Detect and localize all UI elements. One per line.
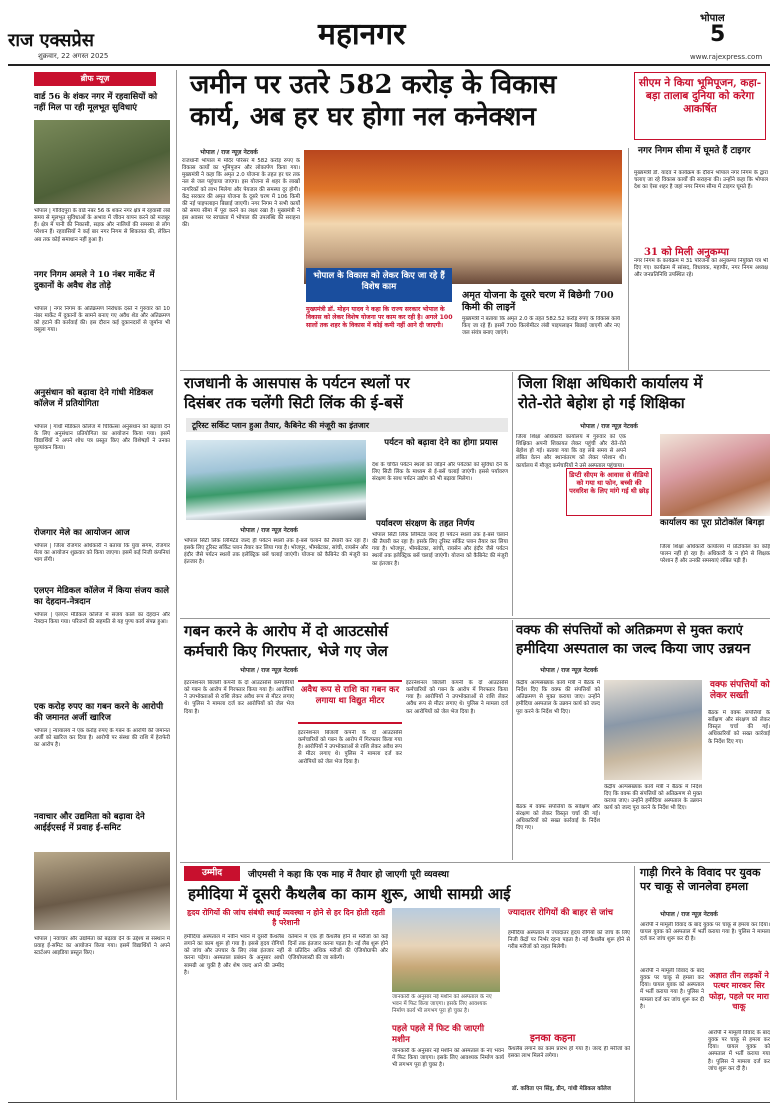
lead-headline-line2: कार्य, अब हर घर होगा नल कनेक्शन <box>190 101 536 132</box>
brief-title: रोजगार मेले का आयोजन आज <box>34 528 130 538</box>
row1-rule <box>180 370 770 371</box>
brief-title: वार्ड 56 के शंकर नगर में रहवासियों को नहीं मिल पा रही मूलभूत सुविधाएं <box>34 92 158 113</box>
teacher-box <box>566 468 652 516</box>
cathlab-strap: जीएमसी ने कहा कि एक माह में तैयार हो जाएगी पूरी व्यवस्था <box>248 870 449 880</box>
gaban-headline <box>184 622 506 661</box>
gaban-headline-line1: गबन करने के आरोप में दो आउटसोर्स <box>184 622 389 640</box>
lead-promo-box <box>634 72 766 140</box>
cathlab-quote: कैथलैब लगाने का काम प्रारंभ हो गया है। जल्द ही मरीजों को इसका लाभ मिलने लगेगा। <box>508 1046 630 1060</box>
edition-date: शुक्रवार, 22 अगस्त 2025 <box>38 52 109 60</box>
brief-photo-2 <box>34 852 170 930</box>
ebus-strap <box>186 418 508 432</box>
teacher-headline-line1: जिला शिक्षा अधिकारी कार्यालय में <box>518 374 703 392</box>
lead-byline: भोपाल / राज न्यूज़ नेटवर्क <box>200 149 258 156</box>
waqf-photo <box>604 680 702 780</box>
cathlab-body3: जानकारी के अनुसार नई मशीन को अस्पताल के नए भवन में फिट किया जाएगा। इसके लिए आवश्यक निर्माण कार्य भी लगभग पूरा हो चुका है। <box>392 1048 504 1069</box>
attack-body-2: आरोपी ने मामूली विवाद के बाद युवक पर चाकू से हमला कर दिया। घायल युवक को अस्पताल में भर्ती कराया गया है। पुलिस ने मामला दर्ज कर जांच शुरू कर दी है। <box>640 968 704 1010</box>
brief-item-1 <box>34 92 170 113</box>
teacher-photo <box>660 434 770 516</box>
brief-item-3 <box>34 388 170 409</box>
ebus-photo <box>186 440 366 520</box>
ebus-box-head: पर्यटन को बढ़ावा देने का होगा प्रयास <box>384 438 498 448</box>
row3-rule <box>180 862 770 863</box>
masthead <box>0 0 778 66</box>
cathlab-kicker-text: उम्मीद <box>201 868 223 878</box>
gaban-body: इंटरनेशनल बिजली कंपनी के दो आउटसोर्स कर्मचारियों को गबन के आरोप में गिरफ्तार किया गया है। आरोपियों ने उपभोक्ताओं से राशि लेकर अवैध रूप से मीटर लगाए थे। पुलिस ने मामला दर्ज कर आरोपियों को जेल भेज दिया है। <box>184 680 294 715</box>
bottom-rule <box>8 1102 770 1103</box>
left-column-rule <box>176 70 177 1100</box>
waqf-body-2: केंद्रीय अल्पसंख्यक कार्य मंत्री ने बैठक में निर्देश दिए कि वक्फ की संपत्तियों को अतिक्रमण से मुक्त कराया जाए। उन्होंने हमीदिया अस्पताल के उन्नयन कार्य को जल्द पूरा करने के निर्देश भी दिए। <box>604 784 702 812</box>
ebus-headline <box>184 374 506 413</box>
brief-item-5 <box>34 586 170 607</box>
cathlab-sub2: पहले पहले में फिट की जाएगी मशीन <box>392 1024 485 1045</box>
brief-photo-1 <box>34 120 170 204</box>
teacher-box-text: डिप्टी सीएम के आवास से वीडियो को गया था फोन, बच्ची की परवरिश के लिए मांगे गई थी छोड़ <box>569 471 649 496</box>
brief-body: भोपाल | एलएन मेडिकल कॉलेज में संजय काले का देहदान और नेत्रदान किया गया। परिजनों की सहमति से यह पुण्य कार्य संपन्न हुआ। <box>34 612 170 626</box>
waqf-headline-line1: वक्फ की संपत्तियों को अतिक्रमण से मुक्त कराएं <box>516 623 743 638</box>
waqf-body-3: बैठक में वक्फ संपत्तियों के सर्वेक्षण और संरक्षण को लेकर विस्तृत चर्चा की गई। अधिकारियों को सख्त कार्रवाई के निर्देश दिए गए। <box>516 804 600 832</box>
lead-photo <box>304 150 622 284</box>
lead-headline-line1: जमीन पर उतरे 582 करोड़ के विकास <box>190 70 557 100</box>
gaban-headline-line2: कर्मचारी किए गिरफ्तार, भेजे गए जेल <box>184 641 388 660</box>
cathlab-sub3: ज्यादातर रोगियों की बाहर से जांच <box>508 908 614 918</box>
ebus-strap-text: टूरिस्ट सर्किट प्लान हुआ तैयार, कैबिनेट की मंजूरी का इंतजार <box>192 420 370 430</box>
row3-mid-rule <box>512 620 513 860</box>
row4-mid-rule <box>634 866 635 1102</box>
lead-box-title: भोपाल के विकास को लेकर किए जा रहे हैं विशेष काम <box>313 271 445 292</box>
cathlab-body2: वर्तमान में एक ही कैथलैब होने से मरीजों को कई दिनों तक इंतजार करना पड़ता है। नई लैब शुरू होने से प्रतिदिन अधिक मरीजों की एंजियोग्राफी और एंजियोप्लास्टी की जा सकेगी। <box>288 934 388 962</box>
section-title: महानगर <box>318 17 406 52</box>
lead-body: राजधानी भोपाल में मंदिर परिसर में 582 करोड़ रुपए के विकास कार्यों का भूमिपूजन और लोकार्पण किया गया। मुख्यमंत्री ने कहा कि अमृत 2.0 योजना के तहत हर घर तक नल से जल पहुंचाया जाएगा। इस योजना से शहर के लाखों नागरिकों को लाभ मिलेगा और पेयजल की समस्या दूर होगी। केंद्र सरकार की अमृत योजना के दूसरे चरण में 106 किमी की नई पाइपलाइन बिछाई जाएगी। नगर निगम ने सभी कार्यों को समय सीमा में पूरा करने का लक्ष्य रखा है। मुख्यमंत्री ने इस अवसर पर स्वच्छता में भोपाल की उपलब्धि की सराहना की। <box>182 158 300 229</box>
teacher-headline-line2: रोते-रोते बेहोश हो गई शिक्षिका <box>518 393 685 412</box>
lead-sub-head: अमृत योजना के दूसरे चरण में बिछेगी 700 किमी की लाइनें <box>462 290 614 313</box>
tiger-story-body: मुख्यमंत्री डॉ. यादव ने कार्यक्रम के दौरान भोपाल नगर निगम के द्वारा चलाए जा रहे विकास कार्यों की सराहना की। उन्होंने कहा कि भोपाल देश का ऐसा शहर है जहां नगर निगम सीमा में टाइगर घूमते हैं। <box>634 170 768 191</box>
cathlab-sub4: इनका कहना <box>530 1033 576 1044</box>
brief-header <box>34 72 156 86</box>
lead-promo-text: सीएम ने किया भूमिपूजन, कहा-बड़ा तालाब दुनिया को करेगा आकर्षित <box>638 77 762 116</box>
cathlab-headline: हमीदिया में दूसरी कैथलैब का काम शुरू, आधी सामग्री आई <box>188 885 511 903</box>
waqf-headline <box>516 622 772 658</box>
city-name: भोपाल <box>700 13 725 24</box>
ebus-headline-line2: दिसंबर तक चलेंगी सिटी लिंक की ई-बसें <box>184 393 403 412</box>
gaban-pull-quote <box>298 680 402 724</box>
cathlab-body4: हमीदिया अस्पताल में ज्यादातर हृदय रोगियों को जांच के लिए निजी केंद्रों पर निर्भर रहना पड़ता है। नई कैथलैब शुरू होने से गरीब मरीजों को राहत मिलेगी। <box>508 930 630 951</box>
lead-box <box>306 268 452 302</box>
ebus-side-body: देश के चर्चित पर्यटन स्थलों को जोड़ने और पर्यटकों को सुविधा देने के लिए सिटी लिंक के माध्यम से ई-बसें चलाई जाएंगी। इससे पर्यावरण संरक्षण के साथ पर्यटन उद्योग को भी बढ़ावा मिलेगा। <box>372 462 508 483</box>
brief-item-2 <box>34 270 170 291</box>
lead-headline <box>190 70 630 133</box>
waqf-body: केंद्रीय अल्पसंख्यक कार्य मंत्री ने बैठक में निर्देश दिए कि वक्फ की संपत्तियों को अतिक्रमण से मुक्त कराया जाए। उन्होंने हमीदिया अस्पताल के उन्नयन कार्य को जल्द पूरा करने के निर्देश भी दिए। <box>516 680 600 715</box>
brief-title: एक करोड़ रुपए का गबन करने के आरोपी की जमानत अर्जी खारिज <box>34 702 164 723</box>
row2-rule <box>180 618 770 619</box>
anukampa-story-title: 31 को मिली अनुकम्पा <box>644 247 729 258</box>
brief-header-label: ब्रीफ न्यूज़ <box>80 74 110 83</box>
brief-title: एलएन मेडिकल कॉलेज में किया संजय काले का देहदान-नेत्रदान <box>34 586 169 607</box>
brief-title: अनुसंधान को बढ़ावा देने गांधी मेडिकल कॉलेज में प्रतियोगिता <box>34 388 154 409</box>
lead-right-rule <box>628 148 629 370</box>
teacher-caption-head: कार्यालय का पूरा प्रोटोकॉल बिगड़ा <box>660 518 765 528</box>
gaban-body-2: इंटरनेशनल बिजली कंपनी के दो आउटसोर्स कर्मचारियों को गबन के आरोप में गिरफ्तार किया गया है। आरोपियों ने उपभोक्ताओं से राशि लेकर अवैध रूप से मीटर लगाए थे। पुलिस ने मामला दर्ज कर आरोपियों को जेल भेज दिया है। <box>298 730 402 765</box>
cathlab-kicker <box>184 866 240 881</box>
brief-body: भोपाल | जिला रोजगार अधिकारी ने बताया कि युवा संगम, रोजगार मेला का आयोजन शुक्रवार को किया जाएगा। इसमें कई निजी कंपनियां भाग लेंगी। <box>34 543 170 564</box>
masthead-rule <box>8 64 770 66</box>
waqf-side-body: बैठक में वक्फ संपत्तियों के सर्वेक्षण और संरक्षण को लेकर विस्तृत चर्चा की गई। अधिकारियों को सख्त कार्रवाई के निर्देश दिए गए। <box>708 710 770 745</box>
waqf-side-head: वक्फ संपत्तियों को लेकर सख्ती <box>710 680 770 702</box>
teacher-headline <box>518 374 770 413</box>
row2-mid-rule <box>512 372 513 616</box>
page-number: 5 <box>710 22 726 47</box>
cathlab-photo-caption: जानकारी के अनुसार नई मशीन को अस्पताल के नए भवन में फिट किया जाएगा। इसके लिए आवश्यक निर्माण कार्य भी लगभग पूरा हो चुका है। <box>392 994 492 1015</box>
lead-sub-body: मुख्यमंत्री ने बताया कि अमृत 2.0 के तहत 582.52 करोड़ रुपए के विकास कार्य किए जा रहे हैं। इसमें 700 किलोमीटर लंबी पाइपलाइन बिछाई जाएगी और नए जल संयंत्र बनाए जाएंगे। <box>462 316 620 337</box>
paper-name: राज एक्सप्रेस <box>8 30 94 51</box>
brief-body: भोपाल | नगर निगम के अतिक्रमण निरोधक दस्ते ने गुरुवार को 10 नंबर मार्केट में दुकानों के सामने बनाए गए अवैध शेड और अतिक्रमण को हटाने की कार्रवाई की। इस दौरान कई दुकानदारों से जुर्माना भी वसूला गया। <box>34 306 170 334</box>
attack-pull-quote: अज्ञात तीन लड़कों ने पत्थर मारकर सिर फोड़ा, पहले पर मारा चाकू <box>709 970 769 1012</box>
cathlab-body1: हमीदिया अस्पताल में नवीन भवन में दूसरी कैथलैब लगाने का काम शुरू हो गया है। इससे हृदय रोगियों को जांच और उपचार के लिए लंबा इंतजार नहीं करना पड़ेगा। अस्पताल प्रबंधन के अनुसार आधी सामग्री आ चुकी है और शेष जल्द आने की उम्मीद है। <box>184 934 284 976</box>
teacher-byline: भोपाल / राज न्यूज़ नेटवर्क <box>580 423 638 430</box>
attack-body: आरोपी ने मामूली विवाद के बाद युवक पर चाकू से हमला कर दिया। घायल युवक को अस्पताल में भर्ती कराया गया है। पुलिस ने मामला दर्ज कर जांच शुरू कर दी है। <box>640 922 770 943</box>
gaban-body-3: इंटरनेशनल बिजली कंपनी के दो आउटसोर्स कर्मचारियों को गबन के आरोप में गिरफ्तार किया गया है। आरोपियों ने उपभोक्ताओं से राशि लेकर अवैध रूप से मीटर लगाए थे। पुलिस ने मामला दर्ज कर आरोपियों को जेल भेज दिया है। <box>406 680 508 715</box>
website: www.rajexpress.com <box>690 53 763 61</box>
teacher-caption-body: जिला शिक्षा अधिकारी कार्यालय में प्रोटोकॉल का कोई पालन नहीं हो रहा है। अधिकारी के न होने से शिक्षक परेशान हैं और उनकी समस्याएं लंबित पड़ी हैं। <box>660 544 770 565</box>
attack-body-3: आरोपी ने मामूली विवाद के बाद युवक पर चाकू से हमला कर दिया। घायल युवक को अस्पताल में भर्ती कराया गया है। पुलिस ने मामला दर्ज कर जांच शुरू कर दी है। <box>708 1030 770 1072</box>
tiger-story-title: नगर निगम सीमा में घूमते हैं टाइगर <box>638 146 751 156</box>
waqf-byline: भोपाल / राज न्यूज़ नेटवर्क <box>540 667 598 674</box>
attack-byline: भोपाल / राज न्यूज़ नेटवर्क <box>660 911 718 918</box>
ebus-headline-line1: राजधानी के आसपास के पर्यटन स्थलों पर <box>184 374 410 392</box>
anukampa-story-body: नगर निगम के कार्यक्रम में 31 परिजनों को अनुकम्पा नियुक्ति पत्र भी दिए गए। कार्यक्रम में सांसद, विधायक, महापौर, नगर निगम अध्यक्ष और जनप्रतिनिधि उपस्थित रहे। <box>634 258 768 279</box>
cathlab-quote-by: डॉ. कविता एन सिंह, डीन, गांधी मेडिकल कॉलेज <box>512 1086 611 1092</box>
ebus-side-body-2: भोपाल सिटी लिंक लिमिटेड जल्द ही पर्यटन स्थलों तक ई-बसें चलाने की तैयारी कर रहा है। इसके लिए टूरिस्ट सर्किट प्लान तैयार कर लिया गया है। भोजपुर, भीमबेटका, सांची, रायसेन और इंदौर जैसे पर्यटन स्थलों तक इलेक्ट्रिक बसें चलाई जाएंगी। योजना को कैबिनेट की मंजूरी का इंतजार है। <box>372 532 508 567</box>
brief-body: भोपाल | गोविंदपुरा के वार्ड नंबर 56 के शंकर नगर क्षेत्र में रहवासी लंबे समय से मूलभूत सुविधाओं के अभाव में जीवन यापन करने को मजबूर हैं। क्षेत्र में पानी की निकासी, सड़क और नालियों की समस्या से लोग परेशान हैं। रहवासियों ने कई बार नगर निगम से शिकायत की, लेकिन अब तक कोई समाधान नहीं हुआ है। <box>34 208 170 243</box>
gaban-byline: भोपाल / राज न्यूज़ नेटवर्क <box>240 667 298 674</box>
brief-title: नवाचार और उद्यमिता को बढ़ावा देने आईईएसई में प्रवाह ई-समिट <box>34 812 145 833</box>
brief-body: भोपाल | नवाचार और उद्यमिता को बढ़ावा देने के उद्देश्य से संस्थान में प्रवाह ई-समिट का आयोजन किया गया। इसमें विद्यार्थियों ने अपने स्टार्टअप आइडिया प्रस्तुत किए। <box>34 936 170 957</box>
brief-item-7 <box>34 812 170 833</box>
brief-item-4 <box>34 528 170 539</box>
lead-caption: मुख्यमंत्री डॉ. मोहन यादव ने कहा कि राज्य सरकार भोपाल के विकास को लेकर विशेष योजना पर काम कर रही है। अगले 100 सालों तक शहर के विकास में कोई कमी नहीं आने दी जाएगी। <box>306 306 453 330</box>
attack-headline: गाड़ी गिरने के विवाद पर युवक पर चाकू से जानलेवा हमला <box>640 866 761 894</box>
brief-body: भोपाल | गांधी मेडिकल कॉलेज में चिकित्सा अनुसंधान को बढ़ावा देने के लिए अनुसंधान प्रतियोगिता का आयोजन किया गया। इसमें विद्यार्थियों ने अपने शोध पत्र प्रस्तुत किए और विशेषज्ञों ने उनका मूल्यांकन किया। <box>34 424 170 452</box>
ebus-body: भोपाल सिटी लिंक लिमिटेड जल्द ही पर्यटन स्थलों तक ई-बसें चलाने की तैयारी कर रहा है। इसके लिए टूरिस्ट सर्किट प्लान तैयार कर लिया गया है। भोजपुर, भीमबेटका, सांची, रायसेन और इंदौर जैसे पर्यटन स्थलों तक इलेक्ट्रिक बसें चलाई जाएंगी। योजना को कैबिनेट की मंजूरी का इंतजार है। <box>184 538 368 566</box>
ebus-byline: भोपाल / राज न्यूज़ नेटवर्क <box>240 527 298 534</box>
brief-body: भोपाल | न्यायालय ने एक करोड़ रुपए के गबन के आरोपी की जमानत अर्जी को खारिज कर दिया है। आरोपी पर संस्था की राशि में हेराफेरी का आरोप है। <box>34 728 170 749</box>
cathlab-photo <box>392 908 500 992</box>
brief-item-6 <box>34 702 170 723</box>
gaban-pull-text: अवैध रूप से राशि का गबन कर लगाया था विद्युत मीटर <box>300 685 400 706</box>
waqf-headline-line2: हमीदिया अस्पताल का जल्द किया जाए उन्नयन <box>516 640 751 657</box>
teacher-body: जिला शिक्षा अधिकारी कार्यालय में गुरुवार को एक शिक्षिका अपनी शिकायत लेकर पहुंची और रोते-रोते बेहोश हो गई। बताया गया कि वह लंबे समय से अपने लंबित वेतन और स्थानांतरण को लेकर परेशान थी। कार्यालय में मौजूद कर्मचारियों ने उसे अस्पताल पहुंचाया। <box>516 434 626 469</box>
ebus-side-head: पर्यावरण संरक्षण के तहत निर्णय <box>376 519 475 529</box>
cathlab-sub1: हृदय रोगियों की जांच संबंधी स्थाई व्यवस्था न होने से हर दिन होती रहती है परेशानी <box>187 908 385 927</box>
brief-title: नगर निगम अमले ने 10 नंबर मार्केट में दुकानों के अवैध शेड तोड़े <box>34 270 155 291</box>
